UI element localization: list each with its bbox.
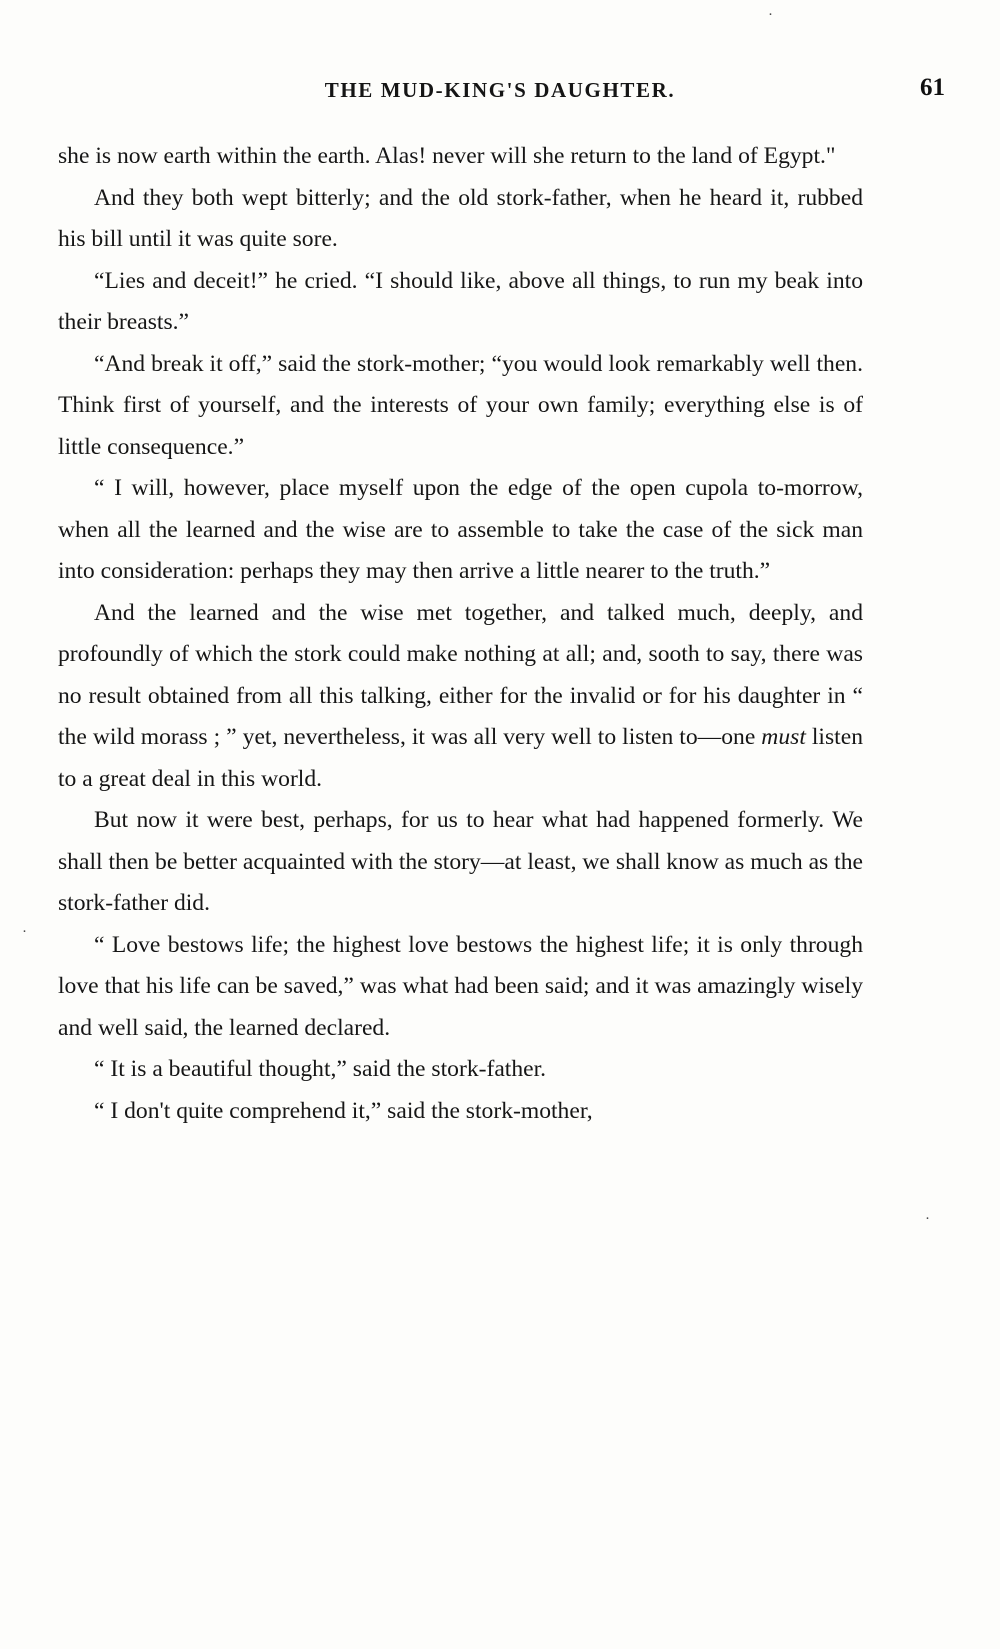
margin-speck-right: · [925,1211,930,1227]
paragraph-text-part-2: listen to a great deal in this world. [58,724,863,792]
page-number: 61 [920,74,945,101]
paragraph: “ I don't quite comprehend it,” said the stork-mother, [94,1097,593,1124]
page-body [58,136,863,1132]
paragraph: But now it were best, perhaps, for us to hear what had happened formerly. We shall then be better acquainted with the story—at least, we shall know as much as the stork-father did. [58,807,863,916]
paragraph: And they both wept bitterly; and the old stork-father, when he heard it, rubbed his bill until it was quite sore. [58,184,863,252]
paragraph-text-part-1: And the learned and the wise met together, and talked much, deeply, and profoundly of which the stork could make nothing at all; and, sooth to say, there was no result obtained from all this talking, either for the invalid or for his daughter in “ the wild morass ; ” yet, nevertheless, it was all very well to listen to—one [58,599,863,750]
paragraph: “ Love bestows life; the highest love bestows the highest life; it is only through love that his life can be saved,” was what had been said; and it was amazingly wisely and well said, the learned declared. [58,931,863,1041]
paragraph: “Lies and deceit!” he cried. “I should like, above all things, to run my beak into their breasts.” [58,267,863,335]
paragraph: she is now earth within the earth. Alas! never will she return to the land of Egypt." [58,143,836,169]
italic-word: must [761,724,806,750]
paragraph: “ I will, however, place myself upon the edge of the open cupola to-morrow, when all the learned and the wise are to assemble to take the case of the sick man into consideration: perhaps they may then arrive a little nearer to the truth.” [58,475,863,584]
running-head [60,78,940,103]
margin-speck-top: · [768,7,773,23]
running-head-title: THE MUD-KING'S DAUGHTER. [324,78,676,102]
margin-speck-left: · [22,924,27,940]
paragraph: “ It is a beautiful thought,” said the stork-father. [94,1056,547,1082]
paragraph: “And break it off,” said the stork-mother; “you would look remarkably well then. Think first of yourself, and the interests of your own family; everything else is of little consequence.” [58,350,863,460]
paragraph-with-italic [58,593,863,801]
